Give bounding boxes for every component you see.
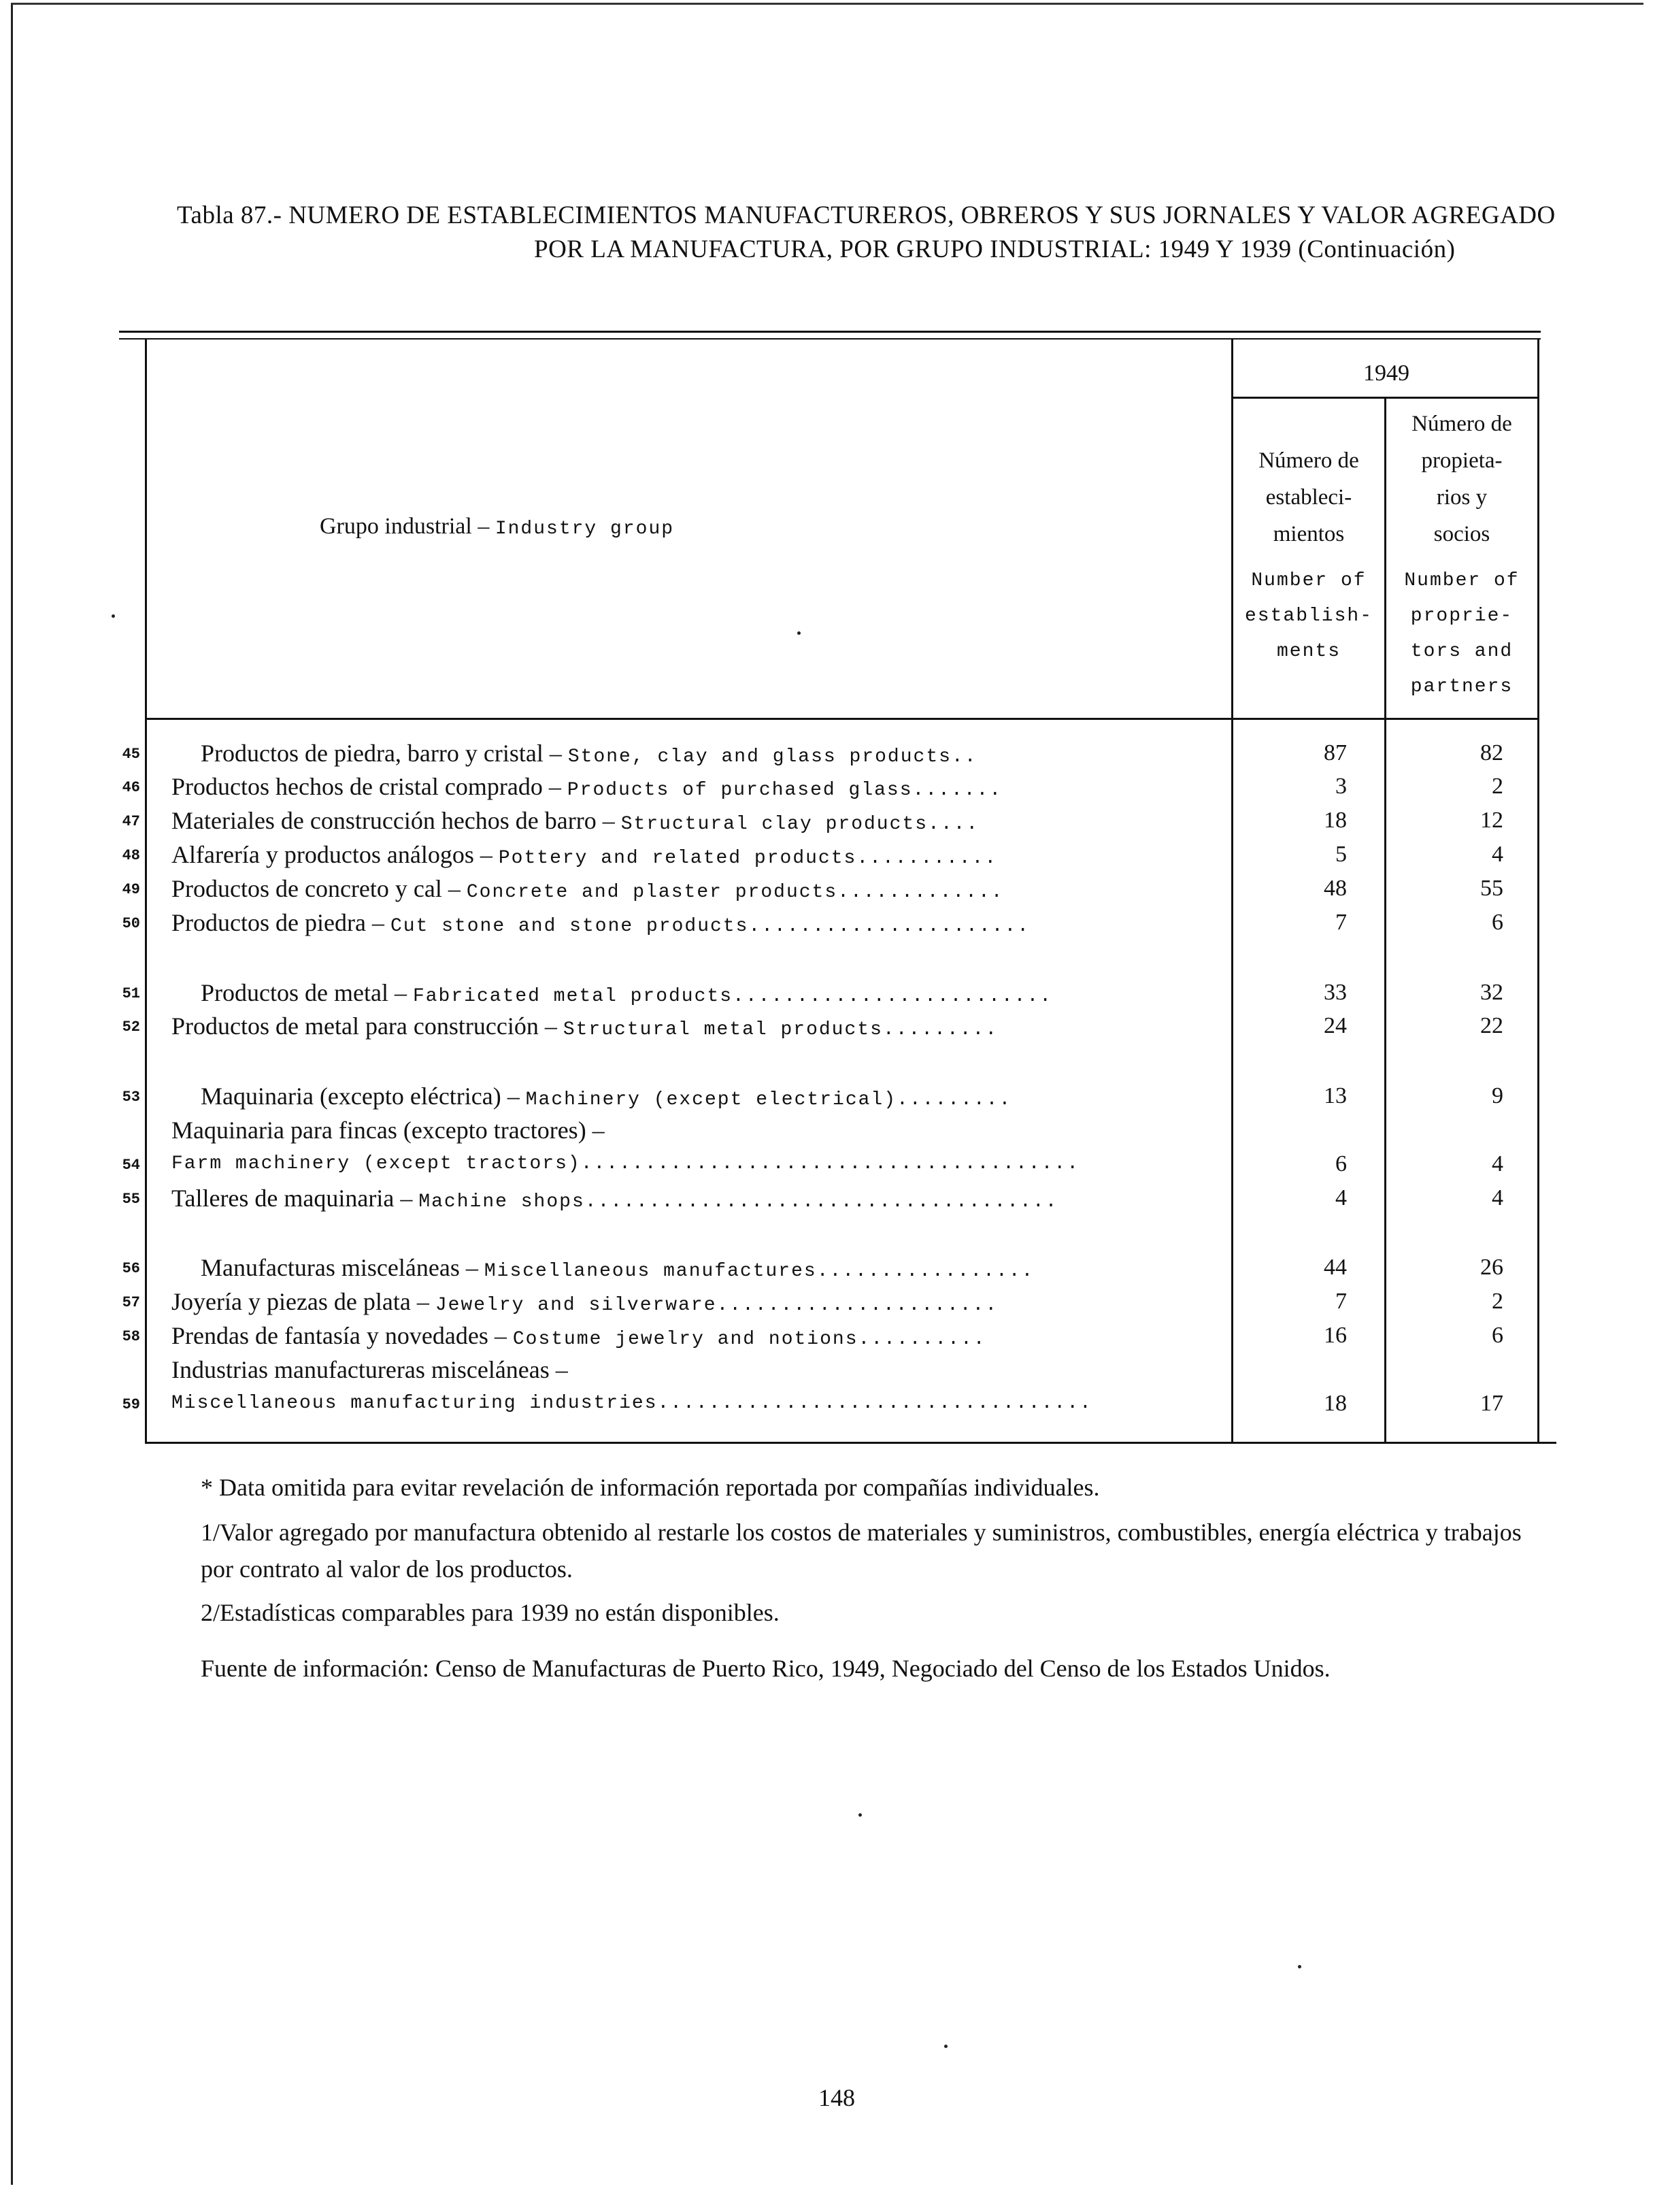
col-proprietors-header bbox=[1386, 406, 1537, 705]
industry-label-en: Machinery (except electrical)......... bbox=[525, 1089, 1012, 1110]
page-top-edge bbox=[11, 3, 1643, 5]
proprietors-value: 2 bbox=[1492, 774, 1503, 799]
industry-label-es: Productos de piedra, barro y cristal – bbox=[201, 740, 568, 767]
table-row bbox=[0, 1251, 1655, 1285]
col2-en-line: partners bbox=[1410, 676, 1514, 697]
table-row bbox=[0, 1353, 1655, 1387]
proprietors-value: 55 bbox=[1480, 876, 1503, 901]
row-number: 55 bbox=[122, 1191, 140, 1208]
scan-speck bbox=[112, 614, 115, 618]
industry-label-es: Materiales de construcción hechos de barro – bbox=[171, 807, 621, 834]
proprietors-value: 32 bbox=[1480, 980, 1503, 1005]
industry-label-en: Products of purchased glass....... bbox=[567, 780, 1003, 801]
proprietors-value: 4 bbox=[1492, 842, 1503, 867]
col2-en-line: proprie- bbox=[1410, 606, 1514, 627]
establishments-value: 5 bbox=[1335, 842, 1347, 867]
source-note: Fuente de información: Censo de Manufacturas de Puerto Rico, 1949, Negociado del Censo de los Estados Unidos. bbox=[201, 1655, 1331, 1682]
industry-label-es: Productos de metal – bbox=[201, 979, 413, 1006]
establishments-value: 13 bbox=[1324, 1083, 1347, 1108]
industry-group-en: Industry group bbox=[495, 518, 675, 540]
industry-label bbox=[201, 1079, 1248, 1117]
establishments-value: 44 bbox=[1324, 1255, 1347, 1280]
col1-es-line: mientos bbox=[1273, 522, 1345, 546]
industry-label-en: Concrete and plaster products............. bbox=[466, 882, 1004, 903]
row-number: 59 bbox=[122, 1396, 140, 1413]
title-line-2: POR LA MANUFACTURA, POR GRUPO INDUSTRIAL: 1949 Y 1939 (Continuación) bbox=[534, 235, 1456, 263]
row-number: 46 bbox=[122, 779, 140, 796]
industry-label-es: Productos de piedra – bbox=[171, 909, 390, 936]
table-bottom-rule bbox=[145, 1442, 1556, 1444]
industry-label-es: Productos de metal para construcción – bbox=[171, 1012, 563, 1040]
table-row bbox=[0, 1285, 1655, 1319]
footnote-omitted: * Data omitida para evitar revelación de información reportada por compañías individuales. bbox=[201, 1474, 1100, 1501]
row-number: 57 bbox=[122, 1294, 140, 1311]
table-title bbox=[177, 199, 1556, 267]
footnote-value-added: 1/Valor agregado por manufactura obtenido al restarle los costos de materiales y suministros, combustibles, energía eléctrica y trabajos por contrato al valor de los productos. bbox=[201, 1519, 1522, 1583]
table-row bbox=[0, 736, 1655, 770]
industry-label bbox=[171, 1285, 1219, 1323]
col1-es-line: estableci- bbox=[1265, 485, 1352, 510]
row-number: 45 bbox=[122, 746, 140, 763]
industry-group-es: Grupo industrial bbox=[320, 514, 472, 539]
industry-label-en: Structural clay products.... bbox=[620, 814, 980, 835]
establishments-value: 18 bbox=[1324, 808, 1347, 833]
industry-label bbox=[171, 770, 1219, 808]
industry-label bbox=[171, 1147, 1219, 1181]
proprietors-value: 22 bbox=[1480, 1013, 1503, 1038]
col1-en-line: establish- bbox=[1244, 606, 1373, 627]
row-number: 51 bbox=[122, 985, 140, 1002]
establishments-value: 33 bbox=[1324, 980, 1347, 1005]
industry-label-es: Prendas de fantasía y novedades – bbox=[171, 1322, 513, 1349]
row-number: 47 bbox=[122, 813, 140, 830]
page-number: 148 bbox=[818, 2084, 855, 2111]
row-number: 53 bbox=[122, 1089, 140, 1106]
establishments-value: 6 bbox=[1335, 1151, 1347, 1176]
industry-label-es: Productos de concreto y cal – bbox=[171, 875, 467, 902]
row-number: 58 bbox=[122, 1328, 140, 1345]
industry-label-en: Farm machinery (except tractors)....................................... bbox=[171, 1153, 1080, 1174]
col1-en-line: ments bbox=[1276, 641, 1341, 662]
establishments-value: 18 bbox=[1324, 1391, 1347, 1416]
industry-label bbox=[171, 1387, 1219, 1421]
col2-es-line: propieta- bbox=[1421, 448, 1503, 473]
row-number: 52 bbox=[122, 1019, 140, 1036]
table-row bbox=[0, 838, 1655, 872]
table-row bbox=[0, 1079, 1655, 1113]
industry-label bbox=[201, 736, 1248, 774]
table-row bbox=[0, 770, 1655, 804]
col2-es-line: rios y bbox=[1436, 485, 1488, 510]
industry-group-header bbox=[320, 514, 1000, 540]
row-number: 48 bbox=[122, 847, 140, 864]
industry-label bbox=[171, 1181, 1219, 1219]
proprietors-value: 82 bbox=[1480, 740, 1503, 765]
establishments-value: 87 bbox=[1324, 740, 1347, 765]
row-number: 50 bbox=[122, 915, 140, 932]
title-line-1: Tabla 87.- NUMERO DE ESTABLECIMIENTOS MANUFACTUREROS, OBREROS Y SUS JORNALES Y VALOR AGREGADO bbox=[177, 201, 1556, 229]
industry-label bbox=[171, 872, 1219, 910]
table-row bbox=[0, 1009, 1655, 1043]
table-row bbox=[0, 804, 1655, 838]
proprietors-value: 17 bbox=[1480, 1391, 1503, 1416]
industry-label bbox=[171, 838, 1219, 876]
table-row bbox=[0, 1387, 1655, 1421]
establishments-value: 48 bbox=[1324, 876, 1347, 901]
scan-speck bbox=[1298, 1965, 1301, 1968]
industry-label-es: Joyería y piezas de plata – bbox=[171, 1288, 435, 1315]
table-top-rule-2 bbox=[119, 338, 1541, 340]
industry-label bbox=[201, 1251, 1248, 1289]
industry-label bbox=[171, 804, 1219, 842]
industry-label-en: Miscellaneous manufactures................. bbox=[484, 1261, 1035, 1282]
row-number: 49 bbox=[122, 881, 140, 898]
industry-label-en: Costume jewelry and notions.......... bbox=[512, 1329, 986, 1350]
scan-speck bbox=[797, 631, 801, 635]
industry-label-es: Productos hechos de cristal comprado – bbox=[171, 773, 567, 800]
scan-speck bbox=[944, 2045, 948, 2048]
table-row bbox=[0, 1319, 1655, 1353]
col2-es-line: socios bbox=[1433, 522, 1490, 546]
proprietors-value: 9 bbox=[1492, 1083, 1503, 1108]
industry-label bbox=[171, 1113, 1219, 1151]
col2-en-line: tors and bbox=[1410, 641, 1514, 662]
establishments-value: 16 bbox=[1324, 1323, 1347, 1348]
industry-label-es: Talleres de maquinaria – bbox=[171, 1185, 419, 1212]
table-row bbox=[0, 976, 1655, 1010]
table-row bbox=[0, 872, 1655, 906]
establishments-value: 24 bbox=[1324, 1013, 1347, 1038]
industry-label-es: Industrias manufactureras misceláneas – bbox=[171, 1356, 568, 1383]
year-underline bbox=[1231, 397, 1539, 399]
table-row bbox=[0, 1113, 1655, 1147]
industry-label-en: Miscellaneous manufacturing industries.................................. bbox=[171, 1393, 1092, 1414]
establishments-value: 7 bbox=[1335, 1289, 1347, 1314]
industry-label-es: Maquinaria (excepto eléctrica) – bbox=[201, 1083, 526, 1110]
proprietors-value: 4 bbox=[1492, 1151, 1503, 1176]
table-row bbox=[0, 1181, 1655, 1215]
industry-label bbox=[171, 906, 1219, 944]
scan-speck bbox=[858, 1813, 862, 1817]
row-number: 56 bbox=[122, 1260, 140, 1277]
industry-label-es: Maquinaria para fincas (excepto tractores) – bbox=[171, 1117, 605, 1144]
proprietors-value: 6 bbox=[1492, 910, 1503, 935]
industry-label-es: Alfarería y productos análogos – bbox=[171, 841, 499, 868]
proprietors-value: 26 bbox=[1480, 1255, 1503, 1280]
header-bottom-rule bbox=[145, 718, 1539, 720]
industry-label-en: Jewelry and silverware...................... bbox=[435, 1295, 999, 1316]
industry-label-en: Stone, clay and glass products.. bbox=[567, 746, 977, 767]
table-row bbox=[0, 906, 1655, 940]
col1-en-line: Number of bbox=[1251, 570, 1367, 591]
row-number: 54 bbox=[122, 1157, 140, 1174]
industry-label bbox=[201, 976, 1248, 1014]
proprietors-value: 6 bbox=[1492, 1323, 1503, 1348]
proprietors-value: 12 bbox=[1480, 808, 1503, 833]
col-establishments-header bbox=[1233, 442, 1384, 670]
industry-label-en: Pottery and related products........... bbox=[498, 848, 998, 869]
col2-es-line: Número de bbox=[1411, 412, 1512, 436]
col1-es-line: Número de bbox=[1258, 448, 1359, 473]
industry-group-sep: – bbox=[471, 514, 495, 539]
industry-label bbox=[171, 1319, 1219, 1357]
industry-label-en: Cut stone and stone products...................... bbox=[390, 916, 1031, 937]
establishments-value: 7 bbox=[1335, 910, 1347, 935]
industry-label-es: Manufacturas misceláneas – bbox=[201, 1254, 484, 1281]
footnote-not-available: 2/Estadísticas comparables para 1939 no están disponibles. bbox=[201, 1599, 780, 1626]
establishments-value: 3 bbox=[1335, 774, 1347, 799]
table-top-rule bbox=[119, 331, 1541, 333]
industry-label-en: Machine shops..................................... bbox=[418, 1191, 1058, 1212]
industry-label bbox=[171, 1009, 1219, 1047]
proprietors-value: 4 bbox=[1492, 1185, 1503, 1210]
table-row bbox=[0, 1147, 1655, 1181]
proprietors-value: 2 bbox=[1492, 1289, 1503, 1314]
year-header: 1949 bbox=[1363, 361, 1409, 386]
industry-label-en: Fabricated metal products......................... bbox=[412, 986, 1053, 1007]
industry-label bbox=[171, 1353, 1219, 1391]
establishments-value: 4 bbox=[1335, 1185, 1347, 1210]
col2-en-line: Number of bbox=[1404, 570, 1520, 591]
industry-label-en: Structural metal products......... bbox=[563, 1019, 999, 1040]
